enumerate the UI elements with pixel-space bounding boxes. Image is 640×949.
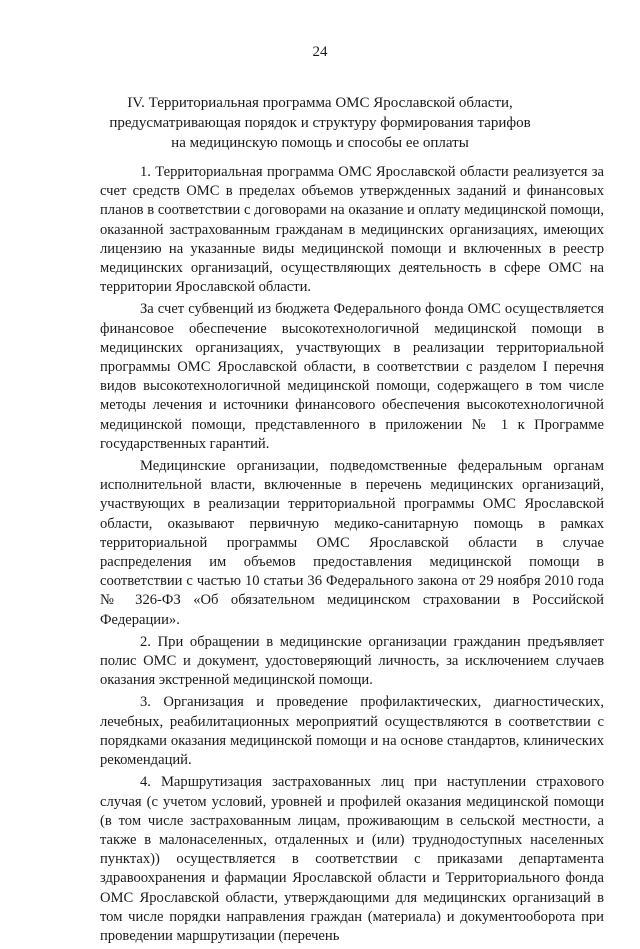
paragraph-5: 3. Организация и проведение профилактических, диагностических, лечебных, реабилитационных мероприятий осуществляются в соответствии с порядками оказания медицинской помощи и на основе стандартов, клинических рекомендаций. [100,694,604,769]
paragraph-4: 2. При обращении в медицинские организации гражданин предъявляет полис ОМС и документ, удостоверяющий личность, за исключением случаев оказания экстренной медицинской помощи. [100,633,604,689]
paragraph-2: За счет субвенций из бюджета Федерального фонда ОМС осуществляется финансовое обеспечение высокотехнологичной медицинской помощи в медицинских организациях, участвующих в реализации территориальной программы ОМС Ярославской области, в соответствии с разделом I перечня видов высокотехнологичной медицинской помощи, содержащего в том числе методы лечения и источники финансового обеспечения высокотехнологичной медицинской помощи, представленного в приложении № 1 к Программе государственных гарантий. [100,301,604,452]
section-heading [90,93,550,153]
body-text [100,163,604,949]
paragraph-6: 4. Маршрутизация застрахованных лиц при наступлении страхового случая (с учетом условий, уровней и профилей оказания медицинской помощи (в том числе застрахованным лицам, проживающим в сельской местности, а также в малонаселенных, отдаленных и (или) труднодоступных населенных пунктах)) осуществляется в соответствии с приказами департамента здравоохранения и фармации Ярославской области и Территориального фонда ОМС Ярославской области, утверждающими для медицинских организаций в том числе порядки направления граждан (материала) и документооборота при проведении маршрутизации (перечень [100,774,604,944]
paragraph-1: 1. Территориальная программа ОМС Ярославской области реализуется за счет средств ОМС в пределах объемов утвержденных заданий и финансовых планов в соответствии с договорами на оказание и оплату медицинской помощи, оказанной застрахованным гражданам в медицинских организациях, имеющих лицензию на указанные виды медицинской помощи и включенных в реестр медицинских организаций, осуществляющих деятельность в сфере ОМС на территории Ярославской области. [100,164,604,296]
section-heading-line-1: IV. Территориальная программа ОМС Ярославской области, [127,95,513,111]
page-number: 24 [312,44,328,60]
section-heading-line-2: предусматривающая порядок и структуру формирования тарифов [109,115,531,131]
paragraph-3: Медицинские организации, подведомственные федеральным органам исполнительной власти, включенные в перечень медицинских организаций, участвующих в реализации территориальной программы ОМС Ярославской области, оказывают первичную медико-санитарную помощь в рамках территориальной программы ОМС Ярославской области в случае распределения им объемов предоставления медицинской помощи в соответствии с частью 10 статьи 36 Федерального закона от 29 ноября 2010 года № 326-ФЗ «Об обязательном медицинском страховании в Российской Федерации». [100,458,604,628]
section-heading-line-3: на медицинскую помощь и способы ее оплаты [171,135,469,151]
